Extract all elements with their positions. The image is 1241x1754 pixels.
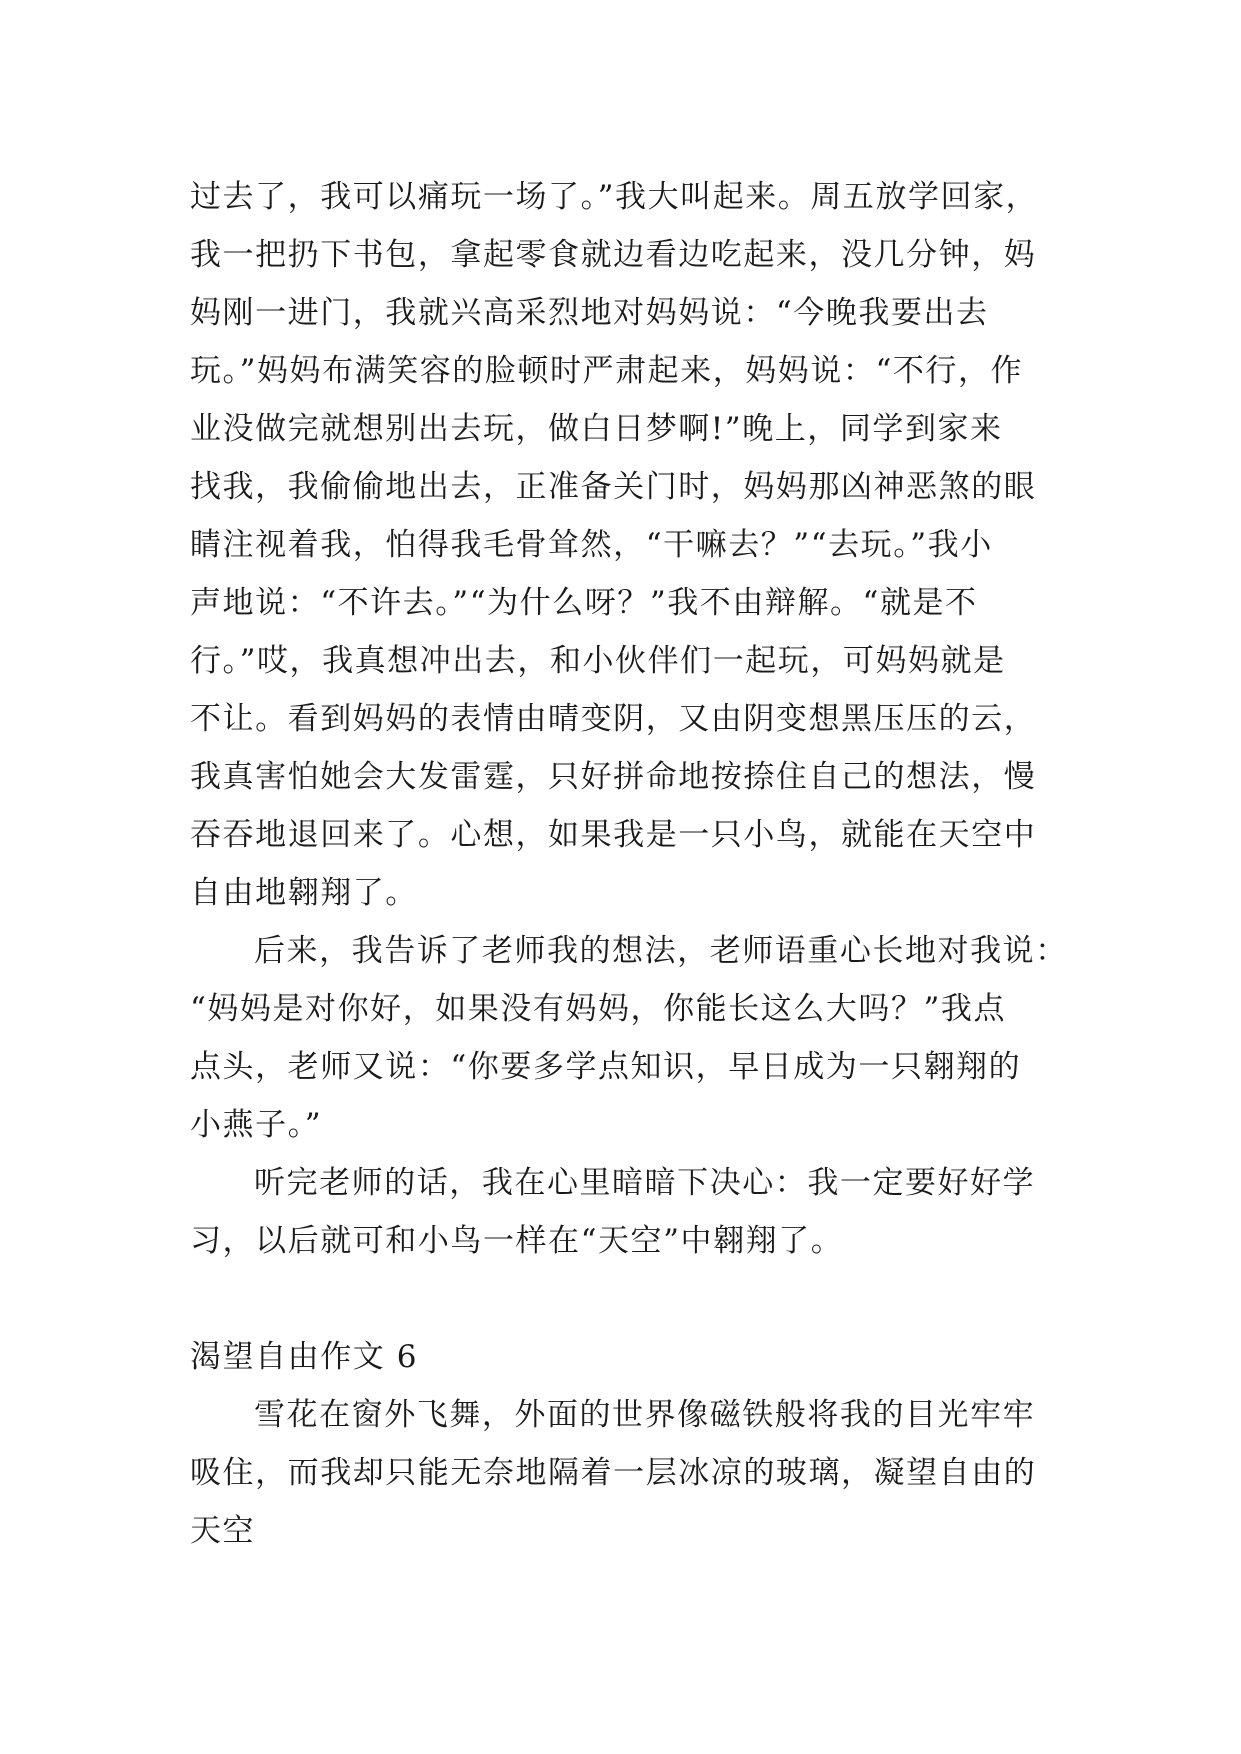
paragraph-line: 天空 xyxy=(190,1513,256,1549)
paragraph-line: 吸住，而我却只能无奈地隔着一层冰凉的玻璃，凝望自由的 xyxy=(190,1455,1037,1491)
paragraph-line: 行。”哎，我真想冲出去，和小伙伴们一起玩，可妈妈就是 xyxy=(190,643,1006,679)
section-title: 渴望自由作文 6 xyxy=(190,1339,418,1375)
paragraph-line: 找我，我偷偷地出去，正准备关门时，妈妈那凶神恶煞的眼 xyxy=(190,469,1037,505)
paragraph-line: 点头，老师又说：“你要多学点知识，早日成为一只翱翔的 xyxy=(190,1049,1022,1085)
paragraph-line: 玩。”妈妈布满笑容的脸顿时严肃起来，妈妈说：“不行，作 xyxy=(190,353,1024,389)
paragraph-line: 睛注视着我，怕得我毛骨耸然，“干嘛去？”“去玩。”我小 xyxy=(190,527,993,563)
paragraph-line: 业没做完就想别出去玩，做白日梦啊!”晚上，同学到家来 xyxy=(190,411,1003,447)
section-spacer xyxy=(190,1270,1070,1328)
paragraph-1 xyxy=(190,168,1070,922)
document-page xyxy=(190,168,1070,1560)
paragraph-line: 雪花在窗外飞舞，外面的世界像磁铁般将我的目光牢牢 xyxy=(254,1397,1036,1433)
section-paragraph xyxy=(190,1386,1070,1560)
paragraph-line: 习，以后就可和小鸟一样在“天空”中翱翔了。 xyxy=(190,1223,844,1259)
paragraph-line: 小燕子。” xyxy=(190,1107,323,1143)
paragraph-2 xyxy=(190,922,1070,1154)
paragraph-3 xyxy=(190,1154,1070,1270)
paragraph-line: “妈妈是对你好，如果没有妈妈，你能长这么大吗？”我点 xyxy=(190,991,1006,1027)
paragraph-line: 自由地翱翔了。 xyxy=(190,875,418,911)
paragraph-line: 不让。看到妈妈的表情由晴变阴，又由阴变想黑压压的云， xyxy=(190,701,1037,737)
paragraph-line: 声地说：“不许去。”“为什么呀？”我不由辩解。“就是不 xyxy=(190,585,978,621)
paragraph-line: 妈刚一进门，我就兴高采烈地对妈妈说：“今晚我要出去 xyxy=(190,295,989,331)
paragraph-line: 后来，我告诉了老师我的想法，老师语重心长地对我说： xyxy=(254,933,1068,969)
paragraph-line: 吞吞地退回来了。心想，如果我是一只小鸟，就能在天空中 xyxy=(190,817,1037,853)
paragraph-line: 我真害怕她会大发雷霆，只好拼命地按捺住自己的想法，慢 xyxy=(190,759,1037,795)
paragraph-line: 听完老师的话，我在心里暗暗下决心：我一定要好好学 xyxy=(254,1165,1036,1201)
paragraph-line: 我一把扔下书包，拿起零食就边看边吃起来，没几分钟，妈 xyxy=(190,237,1037,273)
paragraph-line: 过去了，我可以痛玩一场了。”我大叫起来。周五放学回家， xyxy=(190,179,1039,215)
